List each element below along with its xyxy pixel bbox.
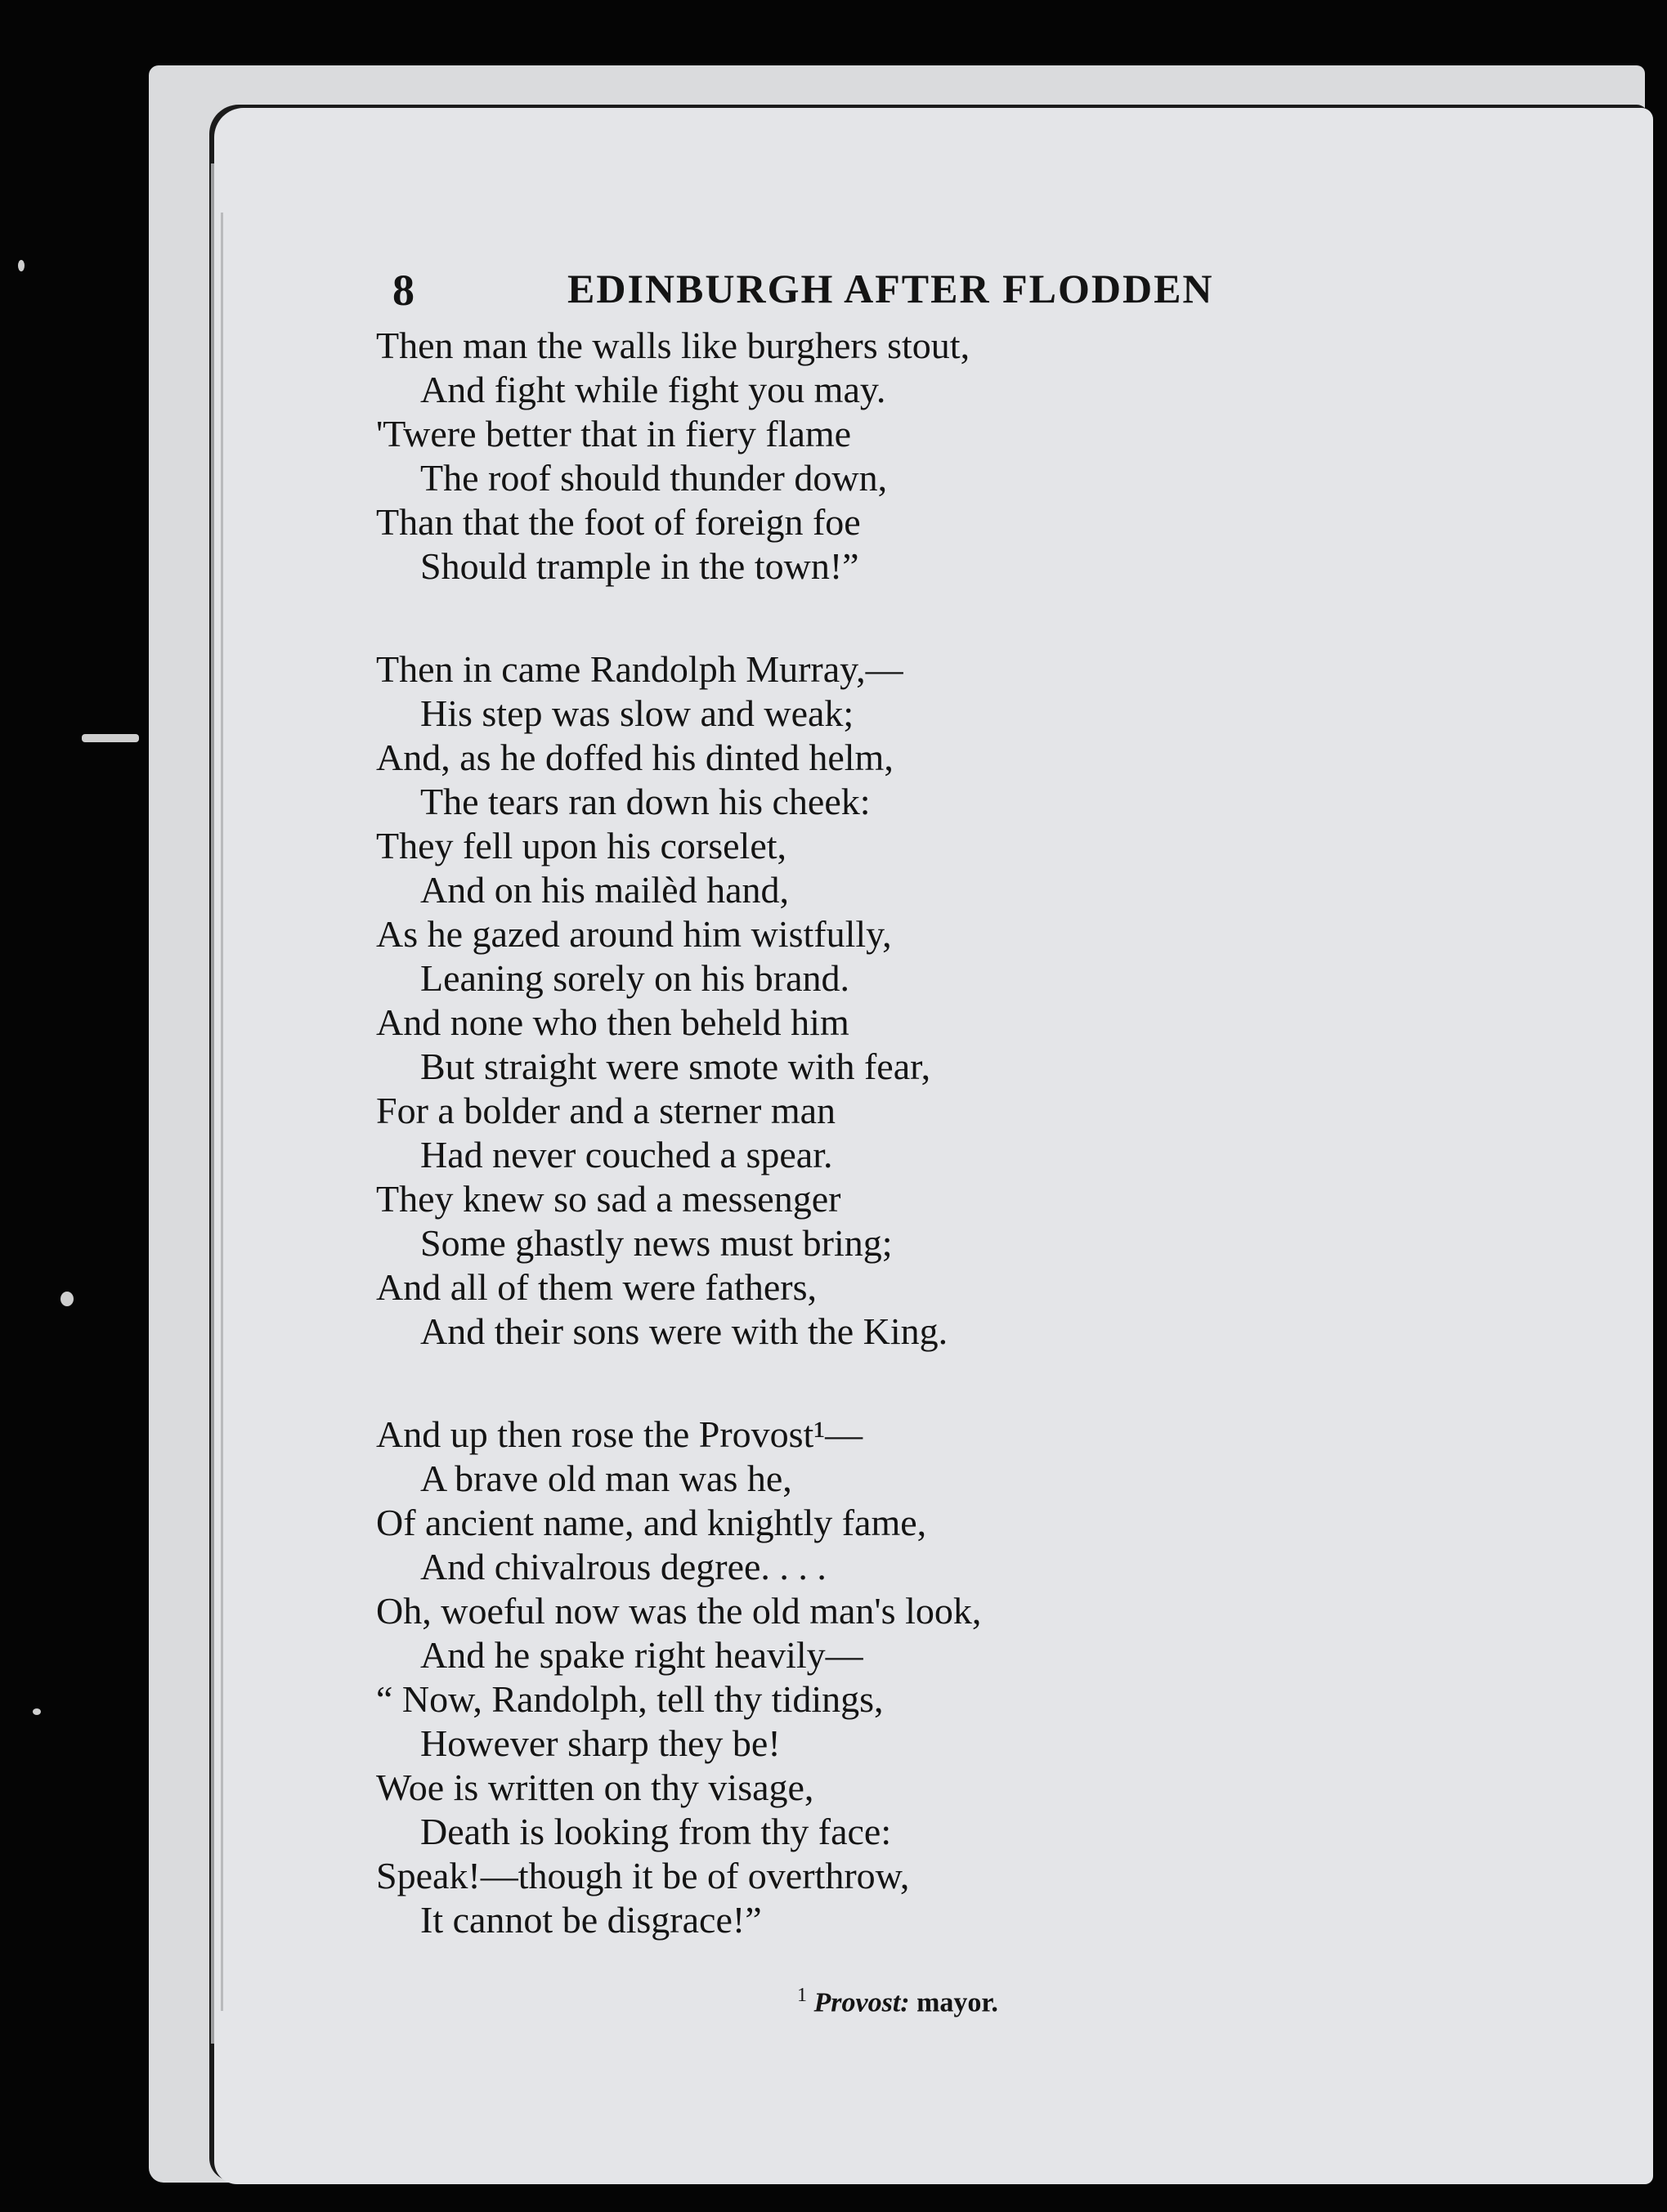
scan-speck xyxy=(60,1292,74,1306)
poem-line: And he spake right heavily— xyxy=(420,1634,863,1676)
poem-line: Of ancient name, and knightly fame, xyxy=(376,1502,927,1543)
footnote-marker: 1 xyxy=(797,1985,807,2006)
poem-line: Death is looking from thy face: xyxy=(420,1811,892,1852)
scan-speck xyxy=(33,1708,41,1715)
stanza-gap xyxy=(376,1354,1423,1413)
poem-line: Than that the foot of foreign foe xyxy=(376,501,861,543)
stanza xyxy=(376,647,1423,1354)
spine-fold-line xyxy=(221,213,223,2011)
stanza xyxy=(376,1413,1423,1942)
poem-line: And their sons were with the King. xyxy=(420,1310,948,1352)
poem-line: Then in came Randolph Murray,— xyxy=(376,648,903,690)
poem-line: His step was slow and weak; xyxy=(420,692,854,734)
footnote-definition: mayor. xyxy=(916,1987,998,2018)
stanza xyxy=(376,324,1423,589)
poem-line: And, as he doffed his dinted helm, xyxy=(376,737,894,778)
poem-line: And up then rose the Provost¹— xyxy=(376,1413,863,1455)
poem-line: Leaning sorely on his brand. xyxy=(420,957,850,999)
poem-line: And on his mailèd hand, xyxy=(420,869,789,911)
page-text xyxy=(376,260,1423,1942)
poem-line: But straight were smote with fear, xyxy=(420,1046,931,1087)
running-title: EDINBURGH AFTER FLODDEN xyxy=(567,266,1214,311)
poem-line: 'Twere better that in fiery flame xyxy=(376,413,852,454)
poem-line: And chivalrous degree. . . . xyxy=(420,1546,827,1587)
footnote xyxy=(797,1985,998,2018)
poem-line: As he gazed around him wistfully, xyxy=(376,913,892,955)
poem-line: And none who then beheld him xyxy=(376,1001,849,1043)
poem-line: They fell upon his corselet, xyxy=(376,825,787,866)
poem xyxy=(376,324,1423,1942)
poem-line: Had never couched a spear. xyxy=(420,1134,833,1175)
spine-fold-line xyxy=(211,163,214,2044)
poem-line: The tears ran down his cheek: xyxy=(420,781,871,822)
page-number: 8 xyxy=(392,266,415,315)
poem-line: And fight while fight you may. xyxy=(420,369,886,410)
poem-line: Then man the walls like burghers stout, xyxy=(376,325,970,366)
poem-line: Speak!—though it be of overthrow, xyxy=(376,1855,910,1896)
stanza-gap xyxy=(376,589,1423,647)
poem-line: Oh, woeful now was the old man's look, xyxy=(376,1590,982,1632)
footnote-term: Provost: xyxy=(813,1987,910,2018)
poem-line: Some ghastly news must bring; xyxy=(420,1222,893,1264)
poem-line: And all of them were fathers, xyxy=(376,1266,818,1308)
scan-speck xyxy=(18,260,25,271)
poem-line: However sharp they be! xyxy=(420,1722,781,1764)
poem-line: “ Now, Randolph, tell thy tidings, xyxy=(376,1678,884,1720)
poem-line: It cannot be disgrace!” xyxy=(420,1899,762,1941)
poem-line: They knew so sad a messenger xyxy=(376,1178,841,1220)
poem-line: Woe is written on thy visage, xyxy=(376,1766,814,1808)
scan-speck xyxy=(82,734,139,742)
poem-line: A brave old man was he, xyxy=(420,1458,792,1499)
poem-line: For a bolder and a sterner man xyxy=(376,1090,836,1131)
poem-line: The roof should thunder down, xyxy=(420,457,888,499)
page-header xyxy=(376,260,1423,324)
poem-line: Should trample in the town!” xyxy=(420,545,859,587)
